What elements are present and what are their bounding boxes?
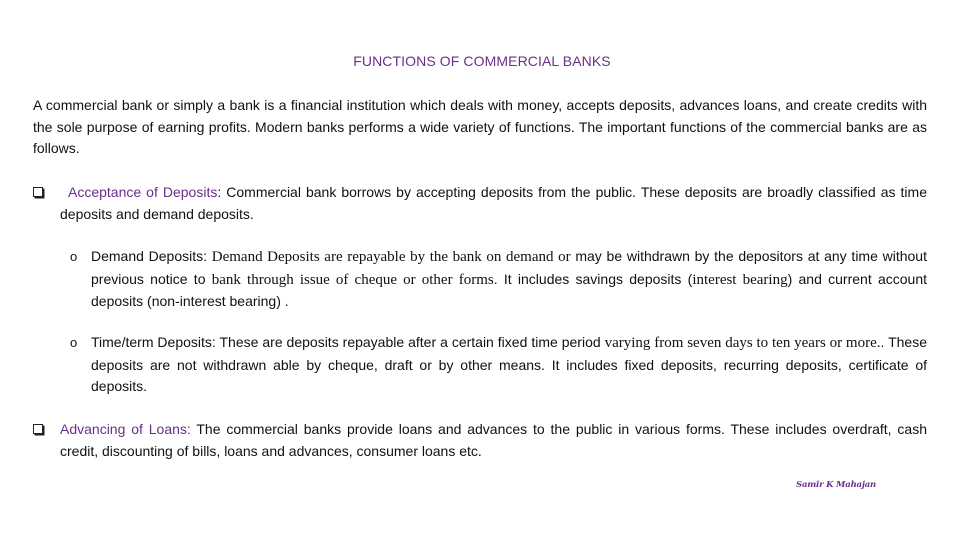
sub-bullet-time-deposits — [70, 332, 927, 398]
sub-bullet-body — [91, 246, 927, 313]
sub-bullet-serif-text: Demand Deposits are repayable by the bank on demand or — [211, 249, 571, 265]
sub-bullet-serif-text: interest bearing — [692, 271, 788, 288]
sub-bullet-serif-text: varying from seven days to ten years or more. — [604, 335, 881, 351]
bullet-body — [60, 419, 927, 462]
bullet-text: The commercial banks provide loans and advances to the public in various forms. These includes overdraft, cash credit, discounting of bills, loans and advances, consumer loans etc. — [60, 421, 927, 459]
bullet-acceptance-of-deposits — [33, 182, 927, 225]
sub-bullet-text: . It includes savings deposits ( — [493, 270, 693, 287]
checkbox-bullet-icon — [33, 424, 43, 434]
sub-bullet-text: may be withdrawn by the depositors at any time without previous notice to — [91, 248, 927, 287]
intro-paragraph: A commercial bank or simply a bank is a financial institution which deals with money, accepts deposits, advances loans, and create credits with the sole purpose of earning profits. Modern banks performs a wide variety of functions. The important functions of the commercial banks are as follows. — [33, 97, 927, 156]
bullet-text: : Commercial bank borrows by accepting deposits from the public. These deposits are broadly classified as time deposits and demand deposits. — [60, 184, 927, 222]
sub-bullet-lead: Time/term Deposits: These are deposits repayable after a certain fixed time period — [91, 334, 605, 350]
sub-bullet-text: . These deposits are not withdrawn able by cheque, draft or by other means. It includes fixed deposits, recurring deposits, certificate of deposits. — [91, 334, 927, 394]
author-signature: Samir K Mahajan — [796, 480, 877, 490]
sub-bullet-body — [91, 332, 927, 398]
page-title: FUNCTIONS OF COMMERCIAL BANKS — [353, 53, 611, 69]
bullet-term: Acceptance of Deposits — [68, 184, 218, 200]
sub-bullet-serif-text: bank through issue of cheque or other forms — [211, 271, 494, 288]
circle-bullet-icon: o — [70, 335, 78, 350]
bullet-term: Advancing of Loans: — [60, 421, 191, 437]
sub-bullet-text: ) and current account deposits (non-interest bearing) . — [91, 270, 928, 309]
checkbox-bullet-icon — [33, 187, 43, 197]
bullet-advancing-of-loans — [33, 419, 927, 462]
sub-bullet-lead: Demand Deposits: — [91, 248, 212, 264]
bullet-body — [60, 182, 927, 225]
circle-bullet-icon: o — [70, 249, 78, 264]
sub-bullet-demand-deposits — [70, 246, 927, 313]
